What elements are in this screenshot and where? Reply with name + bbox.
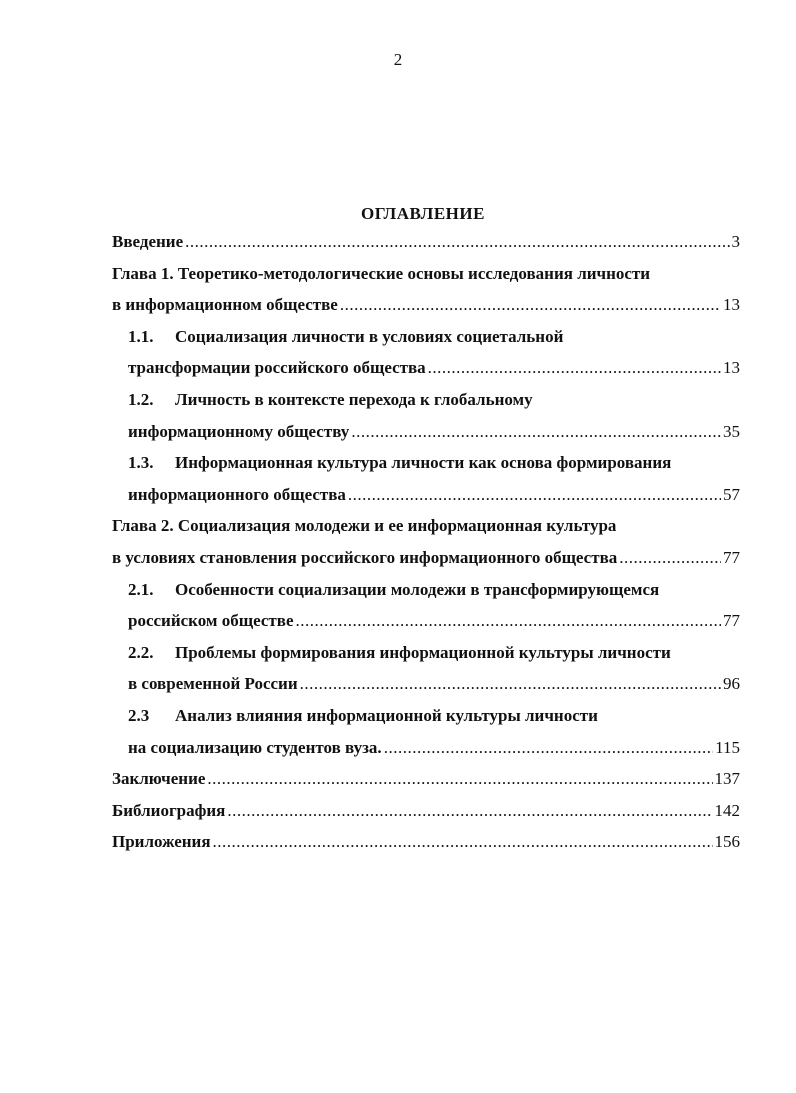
- toc-title: ОГЛАВЛЕНИЕ: [361, 204, 485, 223]
- toc-label: Анализ влияния информационной культуры личности: [175, 705, 598, 725]
- section-number: 1.2.: [128, 389, 154, 409]
- toc-section-2-2-line2[interactable]: [112, 674, 740, 706]
- toc-page: 77: [723, 611, 740, 631]
- toc-page: 3: [731, 232, 740, 251]
- toc-entry-appendices[interactable]: [112, 832, 740, 864]
- section-number: 1.3.: [128, 453, 154, 473]
- toc-page: 13: [723, 295, 740, 315]
- section-number: 2.1.: [128, 579, 154, 599]
- leader-dots: [227, 801, 712, 821]
- toc-section-1-1-line2[interactable]: [112, 358, 740, 390]
- toc-section-1-3-line1[interactable]: [112, 453, 740, 485]
- leader-dots: [340, 295, 721, 315]
- toc-section-2-3-line1[interactable]: [112, 706, 740, 738]
- toc-page: 96: [723, 674, 740, 694]
- page-number: 2: [393, 50, 403, 69]
- toc-chapter-1-line1[interactable]: [112, 264, 740, 296]
- leader-dots: [213, 832, 713, 852]
- toc-entry-bibliography[interactable]: [112, 801, 740, 833]
- toc-section-2-3-line2[interactable]: [112, 738, 740, 770]
- toc-label: Приложения: [112, 832, 211, 852]
- toc-page: 77: [723, 547, 740, 567]
- toc-label: на социализацию студентов вуза.: [128, 737, 382, 757]
- toc-page: 137: [714, 769, 740, 789]
- toc-chapter-2-line1[interactable]: [112, 516, 740, 548]
- leader-dots: [185, 232, 729, 252]
- toc-label: Информационная культура личности как основа формирования: [175, 453, 672, 473]
- toc-label: в условиях становления российского информационного общества: [112, 547, 618, 567]
- toc-label: Личность в контексте перехода к глобальному: [175, 389, 533, 409]
- toc-page: 142: [714, 800, 740, 820]
- section-number: 1.1.: [128, 326, 154, 346]
- leader-dots: [300, 674, 721, 694]
- toc-label: трансформации российского общества: [128, 358, 426, 378]
- leader-dots: [348, 485, 721, 505]
- toc-section-1-3-line2[interactable]: [112, 485, 740, 517]
- toc-label: Глава 1. Теоретико-методологические основы исследования личности: [112, 263, 651, 283]
- leader-dots: [351, 422, 721, 442]
- toc-entry-conclusion[interactable]: [112, 769, 740, 801]
- section-number: 2.2.: [128, 642, 154, 662]
- toc-section-2-2-line1[interactable]: [112, 643, 740, 675]
- toc-entry-intro[interactable]: [112, 232, 740, 264]
- toc-section-2-1-line2[interactable]: [112, 611, 740, 643]
- toc-label: Введение: [112, 232, 184, 251]
- leader-dots: [207, 769, 712, 789]
- toc-page: 13: [723, 358, 740, 378]
- toc-label: Библиография: [112, 800, 226, 820]
- leader-dots: [384, 738, 713, 758]
- table-of-contents: [112, 232, 740, 864]
- toc-section-1-1-line1[interactable]: [112, 327, 740, 359]
- toc-page: 115: [715, 737, 740, 757]
- toc-page: 57: [723, 484, 740, 504]
- toc-label: Проблемы формирования информационной культуры личности: [175, 642, 671, 662]
- toc-page: 156: [714, 832, 740, 852]
- toc-label: информационного общества: [128, 484, 346, 504]
- toc-section-2-1-line1[interactable]: [112, 580, 740, 612]
- leader-dots: [428, 358, 721, 378]
- toc-chapter-2-line2[interactable]: [112, 548, 740, 580]
- toc-chapter-1-line2[interactable]: [112, 295, 740, 327]
- toc-label: информационному обществу: [128, 421, 350, 441]
- toc-label: в информационном обществе: [112, 295, 338, 315]
- toc-label: российском обществе: [128, 611, 294, 631]
- toc-label: Социализация личности в условиях социетальной: [175, 326, 564, 346]
- toc-label: Глава 2. Социализация молодежи и ее информационная культура: [112, 516, 617, 536]
- section-number: 2.3: [128, 705, 150, 725]
- toc-label: Заключение: [112, 769, 206, 789]
- toc-label: в современной России: [128, 674, 298, 694]
- toc-label: Особенности социализации молодежи в трансформирующемся: [175, 579, 660, 599]
- toc-section-1-2-line1[interactable]: [112, 390, 740, 422]
- toc-page: 35: [723, 421, 740, 441]
- leader-dots: [295, 611, 721, 631]
- toc-section-1-2-line2[interactable]: [112, 422, 740, 454]
- leader-dots: [619, 548, 721, 568]
